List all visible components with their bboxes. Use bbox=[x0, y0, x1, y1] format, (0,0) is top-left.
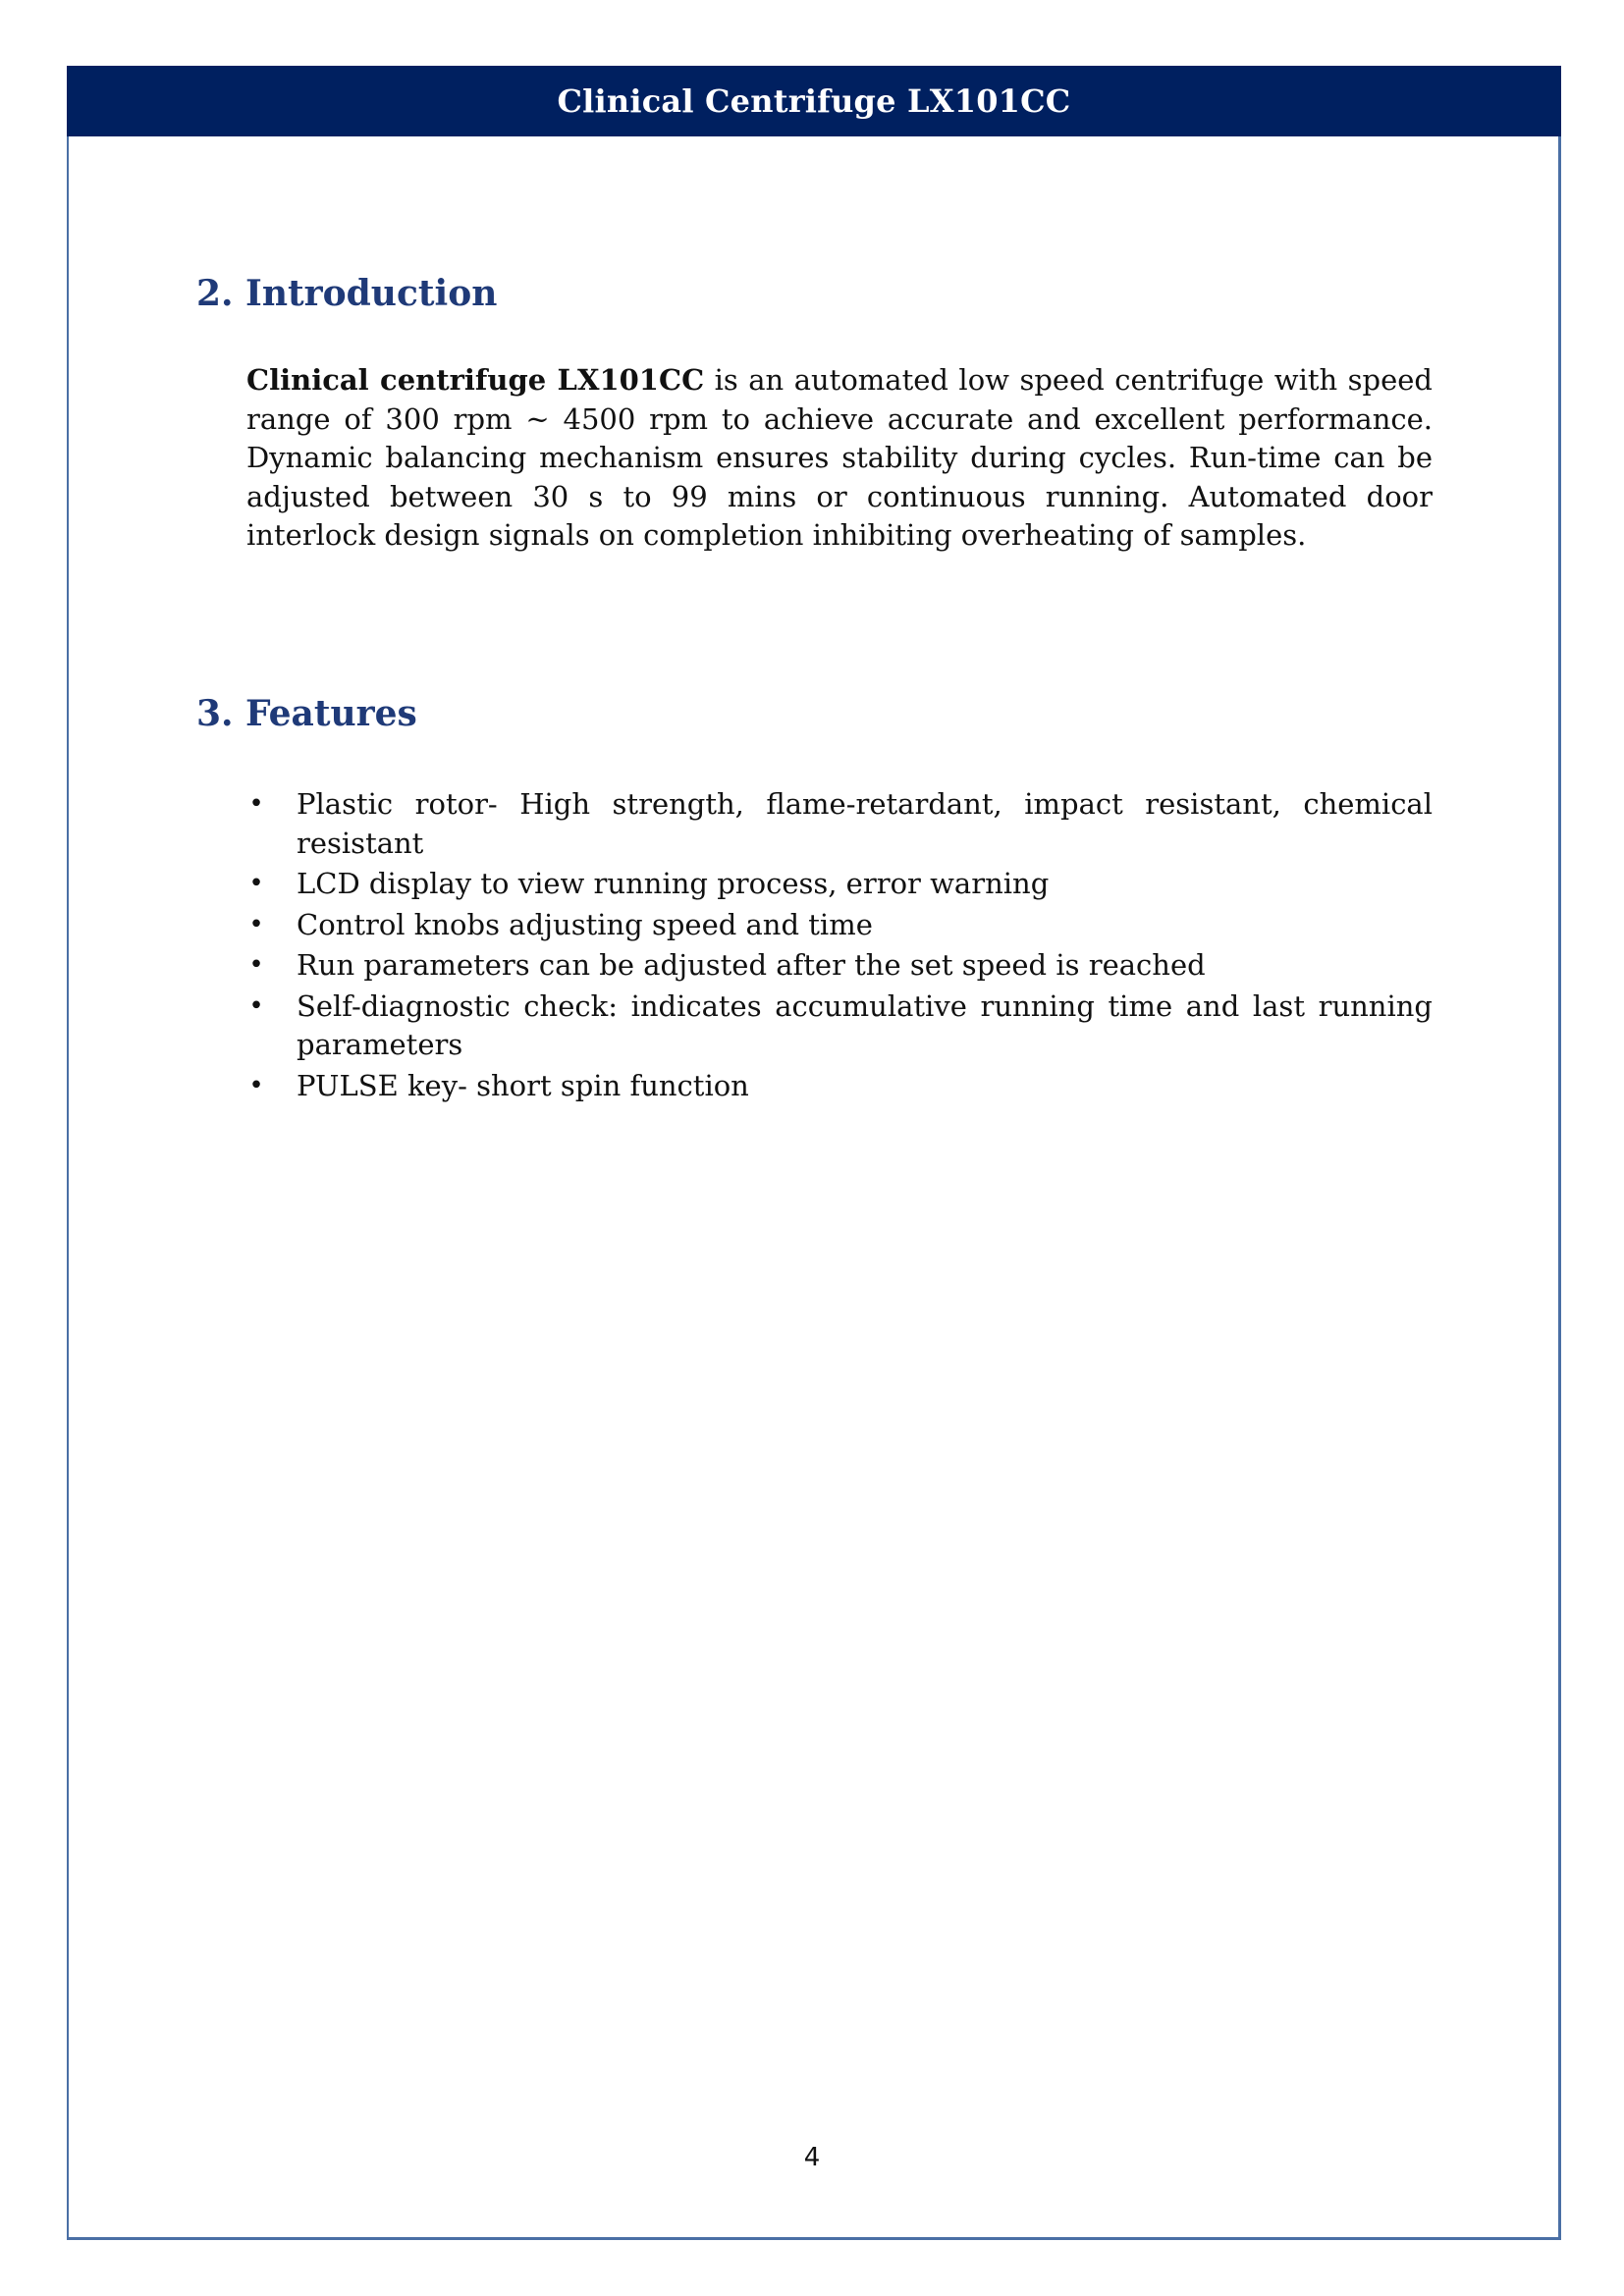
list-item bbox=[246, 785, 1433, 863]
introduction-paragraph bbox=[246, 361, 1433, 556]
section-number: 2. bbox=[196, 273, 234, 314]
feature-text: Control knobs adjusting speed and time bbox=[297, 907, 873, 941]
section-heading-introduction bbox=[196, 273, 497, 314]
section-title: Introduction bbox=[245, 273, 498, 314]
introduction-body-text: is an automated low speed centrifuge with speed range of 300 rpm ~ 4500 rpm to achieve accurate and excellent performance. Dynamic balancing mechanism ensures stability during cycles. Run-time can be adjusted between 30 s to 99 mins or continuous running. Automated door interlock design signals on completion inhibiting overheating of samples. bbox=[246, 363, 1433, 552]
bullet-icon: • bbox=[248, 869, 264, 898]
bullet-icon: • bbox=[248, 909, 264, 939]
feature-text: Self-diagnostic check: indicates accumulative running time and last running parameters bbox=[297, 988, 1433, 1061]
list-item bbox=[246, 865, 1433, 904]
list-item bbox=[246, 946, 1433, 986]
list-item bbox=[246, 988, 1433, 1065]
document-header-bar bbox=[67, 66, 1561, 136]
document-title: Clinical Centrifuge LX101CC bbox=[557, 82, 1071, 120]
section-heading-features bbox=[196, 693, 417, 734]
bullet-icon: • bbox=[248, 990, 264, 1021]
feature-text: Plastic rotor- High strength, flame-retardant, impact resistant, chemical resistant bbox=[297, 787, 1433, 860]
bullet-icon: • bbox=[248, 789, 264, 819]
feature-text: Run parameters can be adjusted after the set speed is reached bbox=[297, 948, 1206, 982]
bullet-icon: • bbox=[248, 950, 264, 980]
page-number: 4 bbox=[803, 2143, 821, 2172]
bullet-icon: • bbox=[248, 1070, 264, 1100]
feature-text: PULSE key- short spin function bbox=[297, 1068, 749, 1102]
section-title: Features bbox=[245, 693, 417, 734]
introduction-lead-text: Clinical centrifuge LX101CC bbox=[246, 363, 705, 397]
list-item bbox=[246, 1067, 1433, 1106]
feature-text: LCD display to view running process, error warning bbox=[297, 867, 1050, 900]
list-item bbox=[246, 906, 1433, 945]
feature-list bbox=[246, 785, 1433, 1107]
section-number: 3. bbox=[196, 693, 234, 734]
